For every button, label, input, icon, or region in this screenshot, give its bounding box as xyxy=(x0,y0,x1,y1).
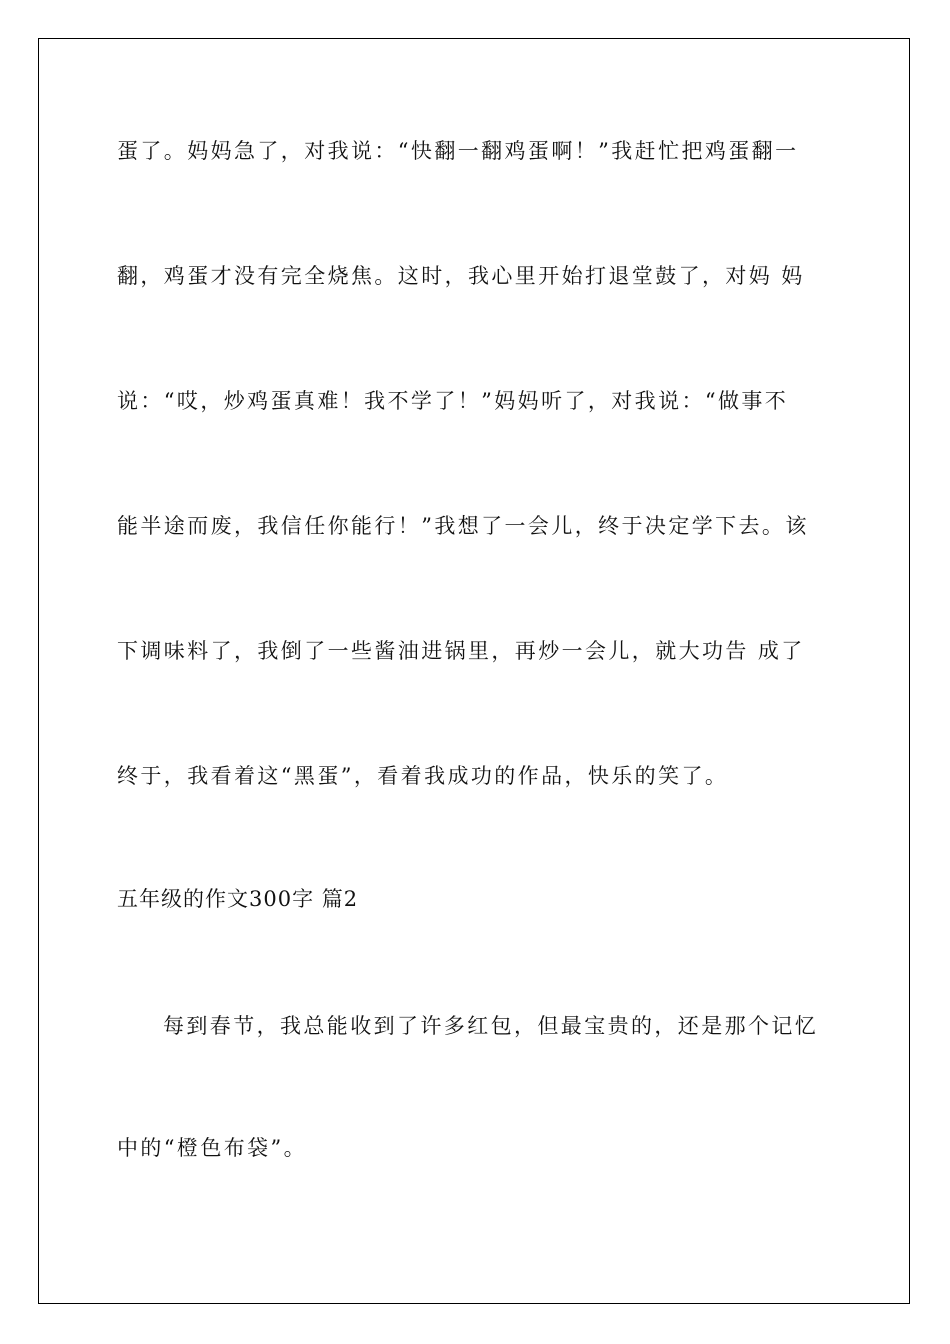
page-border xyxy=(38,38,910,1304)
paragraph-line: 每到春节，我总能收到了许多红包，但最宝贵的，还是那个记忆 xyxy=(163,1014,819,1038)
text-line: 终于，我看着这“黑蛋”，看着我成功的作品，快乐的笑了。 xyxy=(117,764,729,788)
text-line: 能半途而废，我信任你能行！”我想了一会儿，终于决定学下去。该 xyxy=(117,514,809,538)
text-line: 说：“哎，炒鸡蛋真难！我不学了！”妈妈听了，对我说：“做事不 xyxy=(117,389,789,413)
paragraph-line: 中的“橙色布袋”。 xyxy=(117,1136,308,1160)
text-line: 下调味料了，我倒了一些酱油进锅里，再炒一会儿，就大功告 成了 xyxy=(117,639,805,663)
section-heading: 五年级的作文300字 篇2 xyxy=(117,887,359,911)
text-line: 翻，鸡蛋才没有完全烧焦。这时，我心里开始打退堂鼓了，对妈 妈 xyxy=(117,264,805,288)
text-line: 蛋了。妈妈急了，对我说：“快翻一翻鸡蛋啊！”我赶忙把鸡蛋翻一 xyxy=(117,139,799,163)
